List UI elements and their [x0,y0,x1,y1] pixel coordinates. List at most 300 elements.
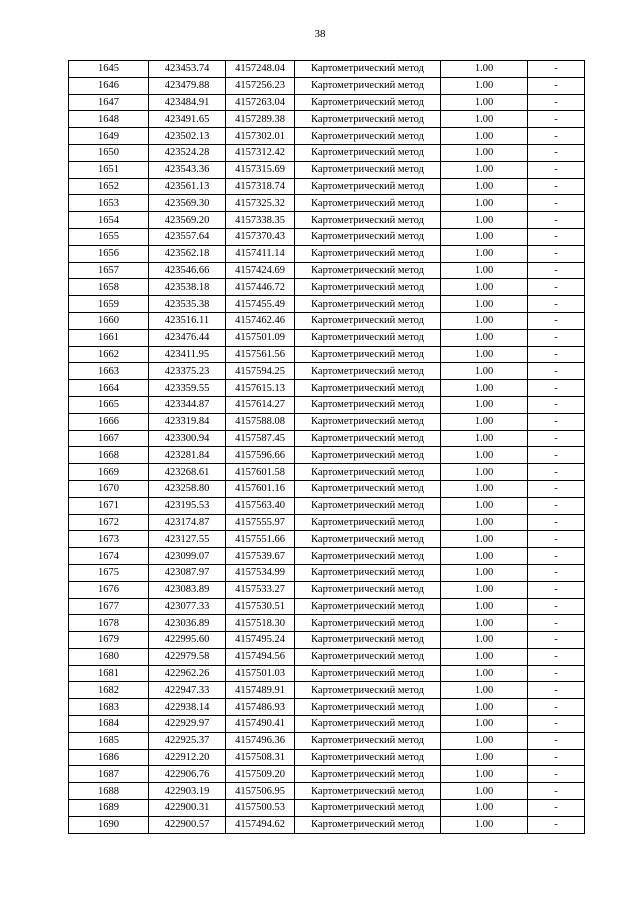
method-cell: Картометрический метод [295,262,441,279]
method-cell: Картометрический метод [295,816,441,833]
method-cell: Картометрический метод [295,77,441,94]
y-coordinate-cell: 4157424.69 [226,262,295,279]
method-cell: Картометрический метод [295,581,441,598]
x-coordinate-cell: 423281.84 [149,447,226,464]
accuracy-cell: 1.00 [441,178,528,195]
point-number-cell: 1647 [69,94,149,111]
y-coordinate-cell: 4157338.35 [226,212,295,229]
method-cell: Картометрический метод [295,548,441,565]
y-coordinate-cell: 4157530.51 [226,598,295,615]
description-cell: - [528,296,585,313]
x-coordinate-cell: 422906.76 [149,766,226,783]
accuracy-cell: 1.00 [441,497,528,514]
method-cell: Картометрический метод [295,598,441,615]
y-coordinate-cell: 4157462.46 [226,312,295,329]
table-row [69,94,585,111]
y-coordinate-cell: 4157587.45 [226,430,295,447]
y-coordinate-cell: 4157486.93 [226,699,295,716]
description-cell: - [528,380,585,397]
accuracy-cell: 1.00 [441,783,528,800]
y-coordinate-cell: 4157289.38 [226,111,295,128]
table-row [69,497,585,514]
point-number-cell: 1663 [69,363,149,380]
description-cell: - [528,531,585,548]
y-coordinate-cell: 4157494.62 [226,816,295,833]
accuracy-cell: 1.00 [441,396,528,413]
x-coordinate-cell: 423479.88 [149,77,226,94]
description-cell: - [528,716,585,733]
description-cell: - [528,61,585,78]
method-cell: Картометрический метод [295,447,441,464]
description-cell: - [528,195,585,212]
y-coordinate-cell: 4157312.42 [226,144,295,161]
accuracy-cell: 1.00 [441,346,528,363]
point-number-cell: 1680 [69,648,149,665]
accuracy-cell: 1.00 [441,648,528,665]
method-cell: Картометрический метод [295,514,441,531]
description-cell: - [528,312,585,329]
accuracy-cell: 1.00 [441,548,528,565]
table-row [69,396,585,413]
x-coordinate-cell: 423195.53 [149,497,226,514]
y-coordinate-cell: 4157315.69 [226,161,295,178]
method-cell: Картометрический метод [295,396,441,413]
description-cell: - [528,816,585,833]
point-number-cell: 1685 [69,732,149,749]
method-cell: Картометрический метод [295,61,441,78]
accuracy-cell: 1.00 [441,699,528,716]
accuracy-cell: 1.00 [441,413,528,430]
accuracy-cell: 1.00 [441,800,528,817]
accuracy-cell: 1.00 [441,312,528,329]
table-row [69,296,585,313]
y-coordinate-cell: 4157563.40 [226,497,295,514]
y-coordinate-cell: 4157318.74 [226,178,295,195]
description-cell: - [528,564,585,581]
accuracy-cell: 1.00 [441,161,528,178]
accuracy-cell: 1.00 [441,195,528,212]
table-row [69,699,585,716]
accuracy-cell: 1.00 [441,430,528,447]
accuracy-cell: 1.00 [441,94,528,111]
table-row [69,77,585,94]
point-number-cell: 1674 [69,548,149,565]
description-cell: - [528,111,585,128]
x-coordinate-cell: 422925.37 [149,732,226,749]
x-coordinate-cell: 423174.87 [149,514,226,531]
accuracy-cell: 1.00 [441,464,528,481]
table-row [69,128,585,145]
method-cell: Картометрический метод [295,430,441,447]
method-cell: Картометрический метод [295,144,441,161]
x-coordinate-cell: 422938.14 [149,699,226,716]
y-coordinate-cell: 4157495.24 [226,632,295,649]
point-number-cell: 1672 [69,514,149,531]
accuracy-cell: 1.00 [441,279,528,296]
accuracy-cell: 1.00 [441,144,528,161]
description-cell: - [528,766,585,783]
accuracy-cell: 1.00 [441,514,528,531]
description-cell: - [528,447,585,464]
table-row [69,61,585,78]
description-cell: - [528,178,585,195]
y-coordinate-cell: 4157496.36 [226,732,295,749]
accuracy-cell: 1.00 [441,665,528,682]
accuracy-cell: 1.00 [441,380,528,397]
table-row [69,800,585,817]
method-cell: Картометрический метод [295,178,441,195]
method-cell: Картометрический метод [295,732,441,749]
description-cell: - [528,699,585,716]
point-number-cell: 1670 [69,480,149,497]
accuracy-cell: 1.00 [441,766,528,783]
x-coordinate-cell: 423557.64 [149,228,226,245]
accuracy-cell: 1.00 [441,564,528,581]
point-number-cell: 1671 [69,497,149,514]
x-coordinate-cell: 422903.19 [149,783,226,800]
description-cell: - [528,732,585,749]
description-cell: - [528,615,585,632]
method-cell: Картометрический метод [295,800,441,817]
point-number-cell: 1688 [69,783,149,800]
point-number-cell: 1667 [69,430,149,447]
x-coordinate-cell: 423344.87 [149,396,226,413]
method-cell: Картометрический метод [295,648,441,665]
method-cell: Картометрический метод [295,413,441,430]
point-number-cell: 1675 [69,564,149,581]
table-row [69,279,585,296]
description-cell: - [528,212,585,229]
y-coordinate-cell: 4157601.16 [226,480,295,497]
description-cell: - [528,598,585,615]
accuracy-cell: 1.00 [441,531,528,548]
y-coordinate-cell: 4157411.14 [226,245,295,262]
description-cell: - [528,464,585,481]
point-number-cell: 1664 [69,380,149,397]
table-row [69,212,585,229]
table-row [69,665,585,682]
table-row [69,430,585,447]
x-coordinate-cell: 422900.57 [149,816,226,833]
accuracy-cell: 1.00 [441,749,528,766]
x-coordinate-cell: 422912.20 [149,749,226,766]
point-number-cell: 1690 [69,816,149,833]
point-number-cell: 1682 [69,682,149,699]
accuracy-cell: 1.00 [441,816,528,833]
x-coordinate-cell: 423359.55 [149,380,226,397]
table-row [69,346,585,363]
accuracy-cell: 1.00 [441,262,528,279]
point-number-cell: 1659 [69,296,149,313]
table-row [69,716,585,733]
table-row [69,413,585,430]
x-coordinate-cell: 423375.23 [149,363,226,380]
x-coordinate-cell: 422979.58 [149,648,226,665]
x-coordinate-cell: 423546.66 [149,262,226,279]
page-number: 38 [314,28,326,40]
y-coordinate-cell: 4157263.04 [226,94,295,111]
method-cell: Картометрический метод [295,346,441,363]
description-cell: - [528,346,585,363]
x-coordinate-cell: 423535.38 [149,296,226,313]
description-cell: - [528,363,585,380]
point-number-cell: 1683 [69,699,149,716]
y-coordinate-cell: 4157534.99 [226,564,295,581]
accuracy-cell: 1.00 [441,363,528,380]
table-row [69,111,585,128]
table-row [69,632,585,649]
description-cell: - [528,245,585,262]
table-row [69,548,585,565]
point-number-cell: 1649 [69,128,149,145]
description-cell: - [528,581,585,598]
description-cell: - [528,514,585,531]
y-coordinate-cell: 4157455.49 [226,296,295,313]
y-coordinate-cell: 4157370.43 [226,228,295,245]
x-coordinate-cell: 423453.74 [149,61,226,78]
table-row [69,363,585,380]
table-row [69,581,585,598]
accuracy-cell: 1.00 [441,480,528,497]
method-cell: Картометрический метод [295,480,441,497]
point-number-cell: 1665 [69,396,149,413]
point-number-cell: 1654 [69,212,149,229]
description-cell: - [528,413,585,430]
x-coordinate-cell: 422900.31 [149,800,226,817]
point-number-cell: 1668 [69,447,149,464]
table-row [69,464,585,481]
x-coordinate-cell: 423484.91 [149,94,226,111]
method-cell: Картометрический метод [295,615,441,632]
table-row [69,766,585,783]
table-row [69,228,585,245]
point-number-cell: 1650 [69,144,149,161]
point-number-cell: 1678 [69,615,149,632]
x-coordinate-cell: 423268.61 [149,464,226,481]
table-row [69,648,585,665]
table-row [69,480,585,497]
point-number-cell: 1648 [69,111,149,128]
point-number-cell: 1652 [69,178,149,195]
table-row [69,783,585,800]
accuracy-cell: 1.00 [441,61,528,78]
y-coordinate-cell: 4157508.31 [226,749,295,766]
table-row [69,195,585,212]
method-cell: Картометрический метод [295,228,441,245]
y-coordinate-cell: 4157561.56 [226,346,295,363]
x-coordinate-cell: 423300.94 [149,430,226,447]
point-number-cell: 1666 [69,413,149,430]
x-coordinate-cell: 423538.18 [149,279,226,296]
method-cell: Картометрический метод [295,783,441,800]
method-cell: Картометрический метод [295,195,441,212]
method-cell: Картометрический метод [295,212,441,229]
accuracy-cell: 1.00 [441,682,528,699]
description-cell: - [528,396,585,413]
method-cell: Картометрический метод [295,531,441,548]
x-coordinate-cell: 423083.89 [149,581,226,598]
method-cell: Картометрический метод [295,363,441,380]
y-coordinate-cell: 4157256.23 [226,77,295,94]
table-row [69,245,585,262]
y-coordinate-cell: 4157533.27 [226,581,295,598]
x-coordinate-cell: 423502.13 [149,128,226,145]
table-row [69,144,585,161]
table-row [69,329,585,346]
x-coordinate-cell: 423524.28 [149,144,226,161]
x-coordinate-cell: 423562.18 [149,245,226,262]
method-cell: Картометрический метод [295,497,441,514]
y-coordinate-cell: 4157494.56 [226,648,295,665]
method-cell: Картометрический метод [295,312,441,329]
x-coordinate-cell: 423258.80 [149,480,226,497]
table-row [69,531,585,548]
y-coordinate-cell: 4157501.03 [226,665,295,682]
description-cell: - [528,682,585,699]
accuracy-cell: 1.00 [441,632,528,649]
y-coordinate-cell: 4157501.09 [226,329,295,346]
description-cell: - [528,329,585,346]
x-coordinate-cell: 422995.60 [149,632,226,649]
accuracy-cell: 1.00 [441,732,528,749]
method-cell: Картометрический метод [295,94,441,111]
x-coordinate-cell: 423569.30 [149,195,226,212]
x-coordinate-cell: 423516.11 [149,312,226,329]
method-cell: Картометрический метод [295,682,441,699]
table-row [69,514,585,531]
y-coordinate-cell: 4157551.66 [226,531,295,548]
table-row [69,682,585,699]
description-cell: - [528,497,585,514]
accuracy-cell: 1.00 [441,212,528,229]
method-cell: Картометрический метод [295,329,441,346]
point-number-cell: 1687 [69,766,149,783]
method-cell: Картометрический метод [295,766,441,783]
table-row [69,598,585,615]
y-coordinate-cell: 4157601.58 [226,464,295,481]
x-coordinate-cell: 423411.95 [149,346,226,363]
x-coordinate-cell: 423036.89 [149,615,226,632]
x-coordinate-cell: 423077.33 [149,598,226,615]
table-row [69,312,585,329]
description-cell: - [528,800,585,817]
point-number-cell: 1653 [69,195,149,212]
description-cell: - [528,632,585,649]
y-coordinate-cell: 4157615.13 [226,380,295,397]
method-cell: Картометрический метод [295,380,441,397]
x-coordinate-cell: 423127.55 [149,531,226,548]
point-number-cell: 1651 [69,161,149,178]
description-cell: - [528,144,585,161]
y-coordinate-cell: 4157500.53 [226,800,295,817]
table-row [69,615,585,632]
y-coordinate-cell: 4157325.32 [226,195,295,212]
x-coordinate-cell: 422929.97 [149,716,226,733]
method-cell: Картометрический метод [295,464,441,481]
description-cell: - [528,228,585,245]
description-cell: - [528,94,585,111]
point-number-cell: 1681 [69,665,149,682]
description-cell: - [528,161,585,178]
method-cell: Картометрический метод [295,296,441,313]
y-coordinate-cell: 4157594.25 [226,363,295,380]
method-cell: Картометрический метод [295,161,441,178]
method-cell: Картометрический метод [295,716,441,733]
table-row [69,262,585,279]
accuracy-cell: 1.00 [441,111,528,128]
point-number-cell: 1662 [69,346,149,363]
accuracy-cell: 1.00 [441,716,528,733]
y-coordinate-cell: 4157489.91 [226,682,295,699]
accuracy-cell: 1.00 [441,615,528,632]
x-coordinate-cell: 423087.97 [149,564,226,581]
point-number-cell: 1658 [69,279,149,296]
method-cell: Картометрический метод [295,111,441,128]
x-coordinate-cell: 423561.13 [149,178,226,195]
point-number-cell: 1657 [69,262,149,279]
description-cell: - [528,783,585,800]
x-coordinate-cell: 422947.33 [149,682,226,699]
y-coordinate-cell: 4157490.41 [226,716,295,733]
table-row [69,178,585,195]
x-coordinate-cell: 423491.65 [149,111,226,128]
point-number-cell: 1646 [69,77,149,94]
y-coordinate-cell: 4157302.01 [226,128,295,145]
accuracy-cell: 1.00 [441,245,528,262]
point-number-cell: 1673 [69,531,149,548]
y-coordinate-cell: 4157596.66 [226,447,295,464]
x-coordinate-cell: 422962.26 [149,665,226,682]
y-coordinate-cell: 4157506.95 [226,783,295,800]
point-number-cell: 1645 [69,61,149,78]
accuracy-cell: 1.00 [441,77,528,94]
description-cell: - [528,430,585,447]
point-number-cell: 1677 [69,598,149,615]
method-cell: Картометрический метод [295,245,441,262]
table-row [69,816,585,833]
description-cell: - [528,665,585,682]
point-number-cell: 1676 [69,581,149,598]
table-row [69,749,585,766]
description-cell: - [528,648,585,665]
method-cell: Картометрический метод [295,564,441,581]
point-number-cell: 1686 [69,749,149,766]
accuracy-cell: 1.00 [441,296,528,313]
method-cell: Картометрический метод [295,699,441,716]
y-coordinate-cell: 4157446.72 [226,279,295,296]
x-coordinate-cell: 423319.84 [149,413,226,430]
y-coordinate-cell: 4157518.30 [226,615,295,632]
coordinates-table [68,60,585,834]
y-coordinate-cell: 4157588.08 [226,413,295,430]
table-row [69,380,585,397]
point-number-cell: 1679 [69,632,149,649]
accuracy-cell: 1.00 [441,228,528,245]
table-row [69,161,585,178]
point-number-cell: 1684 [69,716,149,733]
point-number-cell: 1660 [69,312,149,329]
point-number-cell: 1669 [69,464,149,481]
accuracy-cell: 1.00 [441,128,528,145]
method-cell: Картометрический метод [295,128,441,145]
point-number-cell: 1656 [69,245,149,262]
point-number-cell: 1689 [69,800,149,817]
description-cell: - [528,749,585,766]
accuracy-cell: 1.00 [441,329,528,346]
y-coordinate-cell: 4157614.27 [226,396,295,413]
coordinates-table-body [69,61,585,834]
description-cell: - [528,77,585,94]
